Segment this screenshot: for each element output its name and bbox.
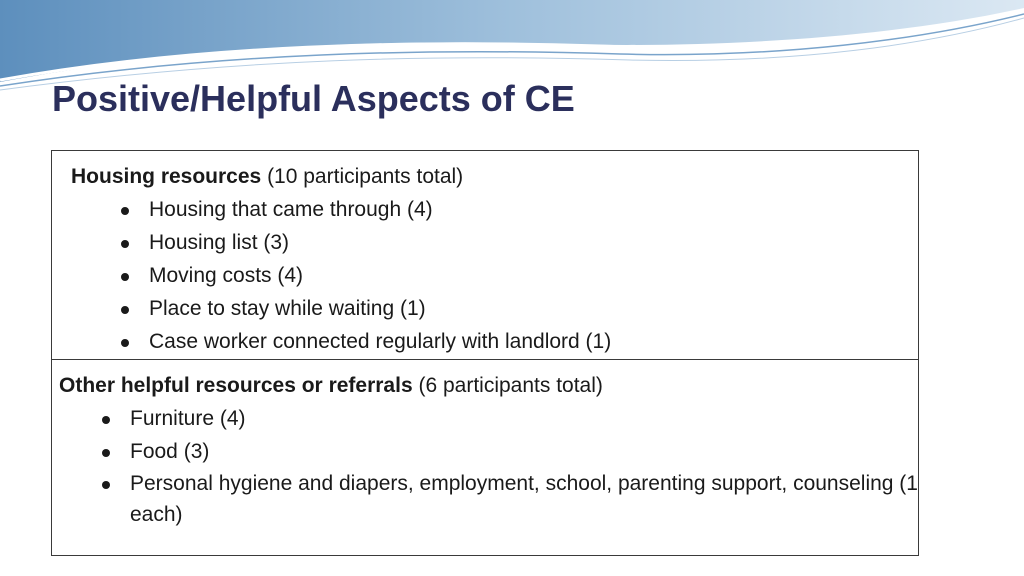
bullet-icon (121, 240, 129, 248)
list-item (59, 402, 918, 435)
bullet-icon (121, 306, 129, 314)
list-item (71, 226, 918, 259)
list-item (71, 325, 918, 358)
bullet-list (71, 193, 918, 358)
list-item-text: Moving costs (4) (149, 264, 304, 287)
content-table (51, 150, 919, 556)
list-item-text: Housing list (3) (149, 231, 290, 254)
section-heading-count: (10 participants total) (261, 165, 464, 188)
list-item (71, 259, 918, 292)
section-housing-resources (52, 151, 918, 360)
list-item (59, 435, 918, 468)
section-heading (71, 160, 918, 193)
list-item-text: Place to stay while waiting (1) (149, 297, 426, 320)
list-item-text: Personal hygiene and diapers, employment, school, parenting support, counseling (1 each) (130, 472, 918, 526)
list-item-text: Food (3) (130, 440, 210, 463)
list-item-text: Housing that came through (4) (149, 198, 433, 221)
list-item (71, 292, 918, 325)
section-other-resources (52, 360, 918, 555)
list-item-text: Case worker connected regularly with landlord (1) (149, 330, 612, 353)
section-heading-bold: Housing resources (71, 165, 262, 188)
bullet-icon (121, 207, 129, 215)
section-heading-bold: Other helpful resources or referrals (59, 374, 413, 397)
bullet-icon (121, 339, 129, 347)
bullet-icon (121, 273, 129, 281)
bullet-icon (102, 481, 110, 489)
section-heading-count: (6 participants total) (412, 374, 603, 397)
bullet-list (59, 402, 918, 530)
bullet-icon (102, 416, 110, 424)
list-item (71, 193, 918, 226)
section-heading (59, 369, 918, 402)
bullet-icon (102, 449, 110, 457)
list-item-text: Furniture (4) (130, 407, 246, 430)
list-item (59, 468, 918, 530)
slide-title: Positive/Helpful Aspects of CE (52, 78, 575, 119)
